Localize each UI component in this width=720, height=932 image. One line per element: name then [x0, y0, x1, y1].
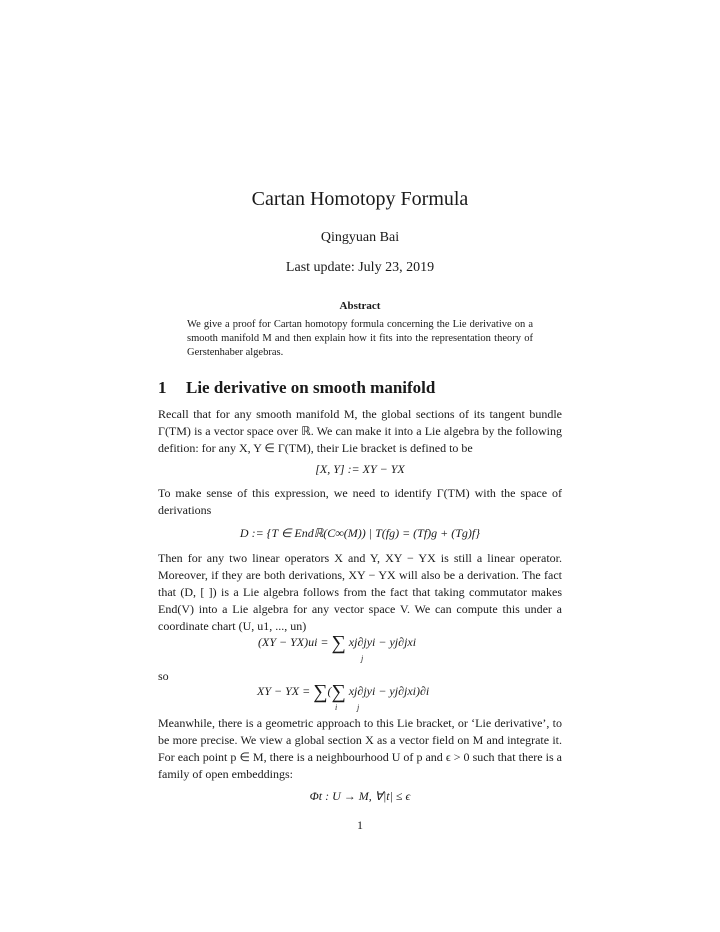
page-number: 1: [357, 818, 363, 832]
paper-title: Cartan Homotopy Formula: [251, 188, 469, 210]
section-heading: [158, 378, 578, 398]
eq4-index-j: j: [357, 703, 360, 712]
eq4-lhs: XY − YX =: [257, 684, 311, 698]
eq4-paren: (: [327, 684, 332, 698]
paragraph-1: Recall that for any smooth manifold M, the global sections of its tangent bundle Γ(TM) is a vector space over ℝ. We can make it into a Lie algebra by the following defition: for any X, Y ∈ Γ(TM), their Lie bracket is defined to be: [158, 407, 562, 455]
section-number: 1: [158, 378, 167, 397]
eq3-lhs: (XY − YX)ui =: [258, 635, 329, 649]
abstract-text: We give a proof for Cartan homotopy formula concerning the Lie derivative on a smooth manifold M and then explain how it fits into the representation theory of Gerstenhaber algebras.: [187, 319, 533, 358]
last-update-date: Last update: July 23, 2019: [285, 260, 435, 275]
eq4-sigma-inner: ∑: [331, 681, 346, 703]
eq3-index: j: [361, 654, 364, 663]
equation-lie-bracket: [X, Y] := XY − YX: [315, 462, 405, 476]
abstract-heading: Abstract: [339, 300, 381, 312]
paragraph-5: Meanwhile, there is a geometric approach to this Lie bracket, or ‘Lie derivative’, to be more precise. We view a global section X as a vector field on M and integrate it. For each point p ∈ M, there is a neighbourhood U of p and ϵ > 0 such that there is a family of open embeddings:: [158, 716, 562, 781]
paragraph-2: To make sense of this expression, we need to identify Γ(TM) with the space of derivations: [158, 486, 562, 517]
eq4-rhs: xj∂jyi − yj∂jxi)∂i: [348, 684, 430, 698]
equation-embeddings: Φt : U → M, ∀|t| ≤ ϵ: [309, 789, 411, 803]
equation-derivations: D := {T ∈ Endℝ(C∞(M)) | T(fg) = (Tf)g + (Tg)f}: [239, 526, 481, 540]
eq4-sigma-outer: ∑: [313, 681, 328, 703]
eq4-index-i: i: [335, 703, 338, 712]
author-name: Qingyuan Bai: [320, 230, 400, 245]
paragraph-3: Then for any two linear operators X and Y, XY − YX is still a linear operator. Moreover, if they are both derivations, XY − YX will also be a derivation. The fact that (D, [ ]) is a Lie algebra follows from the fact that taking commutator makes End(V) into a Lie algebra for any vector space V. We can compute this under a coordinate chart (U, u1, ..., un): [158, 551, 562, 633]
eq3-rhs: xj∂jyi − yj∂jxi: [348, 635, 417, 649]
paragraph-4: so: [158, 669, 169, 683]
equation-coordinate: [158, 632, 562, 672]
section-title: Lie derivative on smooth manifold: [186, 378, 436, 397]
eq3-sigma: ∑: [331, 632, 346, 654]
